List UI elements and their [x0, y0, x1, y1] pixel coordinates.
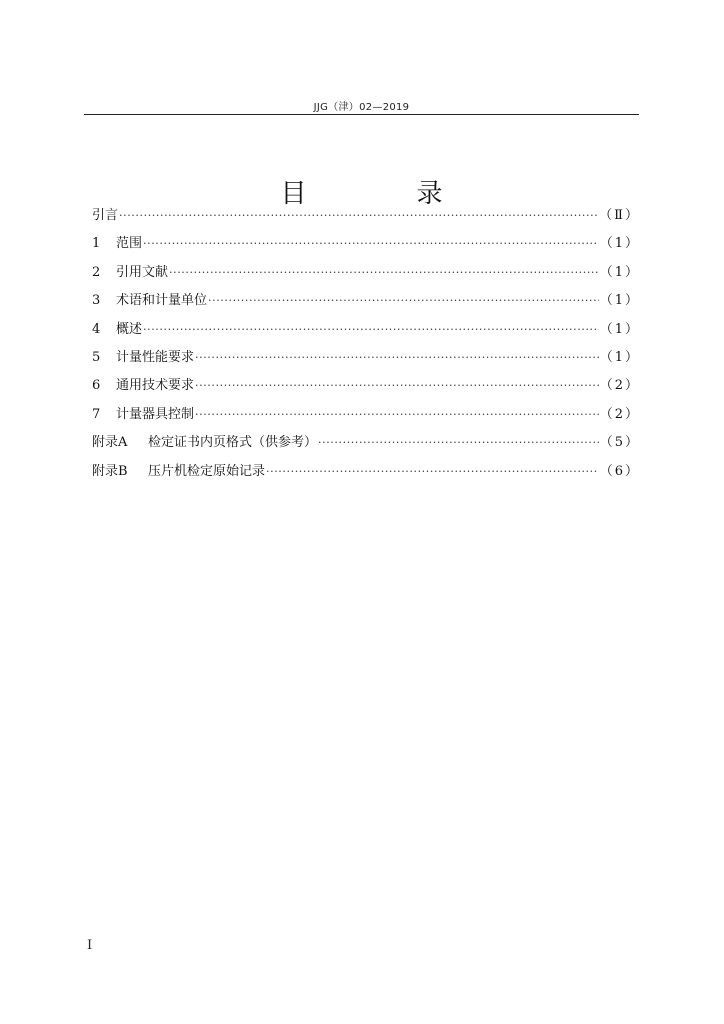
toc-entry-number: 1 [92, 236, 101, 252]
toc-entry-number: 5 [92, 349, 101, 365]
toc-entry-terms-units[interactable] [92, 287, 640, 315]
toc-leader-dots [208, 287, 599, 315]
toc-entry-page: （6） [599, 463, 640, 479]
toc-entry-label: 计量性能要求 [116, 349, 195, 365]
toc-entry-page: （1） [599, 321, 640, 337]
toc-entry-metrological-requirements[interactable] [92, 344, 640, 372]
toc-entry-page: （1） [599, 349, 640, 365]
page-number: I [87, 938, 93, 953]
toc-entry-number: 7 [92, 406, 101, 422]
toc-leader-dots [119, 202, 598, 230]
toc-entry-page: （5） [599, 435, 640, 451]
toc-entry-number: 附录B [92, 463, 128, 479]
toc-entry-instrument-control[interactable] [92, 401, 640, 429]
toc-entry-label: 检定证书内页格式（供参考） [148, 435, 318, 451]
toc-entry-overview[interactable] [92, 316, 640, 344]
toc-entry-appendix-b[interactable] [92, 458, 640, 486]
toc-entry-page: （1） [599, 293, 640, 309]
toc-entry-number: 4 [92, 321, 101, 337]
toc-leader-dots [143, 316, 599, 344]
toc-entry-foreword[interactable] [92, 202, 640, 230]
toc-entry-number: 附录A [92, 435, 128, 451]
toc-entry-page: （1） [599, 236, 640, 252]
toc-leader-dots [143, 230, 599, 258]
toc-entry-label: 引用文献 [116, 264, 169, 280]
toc-entry-page: （2） [599, 378, 640, 394]
toc-entry-label: 概述 [116, 321, 143, 337]
toc-entry-label: 术语和计量单位 [116, 293, 208, 309]
table-of-contents [92, 202, 640, 486]
toc-entry-number: 3 [92, 293, 101, 309]
toc-leader-dots [318, 429, 599, 457]
toc-leader-dots [195, 372, 599, 400]
toc-leader-dots [195, 401, 599, 429]
toc-entry-references[interactable] [92, 259, 640, 287]
toc-entry-page: （2） [599, 406, 640, 422]
toc-leader-dots [169, 259, 599, 287]
toc-entry-number: 6 [92, 378, 101, 394]
header-divider [84, 114, 639, 115]
document-header-code: JJG（津）02—2019 [313, 102, 410, 113]
toc-entry-number: 2 [92, 264, 101, 280]
toc-leader-dots [266, 458, 599, 486]
toc-entry-scope[interactable] [92, 230, 640, 258]
toc-entry-label: 压片机检定原始记录 [148, 463, 266, 479]
toc-entry-page: （1） [599, 264, 640, 280]
toc-entry-label: 通用技术要求 [116, 378, 195, 394]
toc-entry-general-technical-requirements[interactable] [92, 372, 640, 400]
toc-leader-dots [195, 344, 599, 372]
toc-entry-label: 计量器具控制 [116, 406, 195, 422]
toc-entry-label: 引言 [92, 208, 119, 223]
toc-entry-label: 范围 [116, 236, 143, 252]
toc-entry-appendix-a[interactable] [92, 429, 640, 457]
toc-title: 目 录 [280, 179, 485, 210]
toc-entry-page: （Ⅱ） [599, 208, 640, 223]
